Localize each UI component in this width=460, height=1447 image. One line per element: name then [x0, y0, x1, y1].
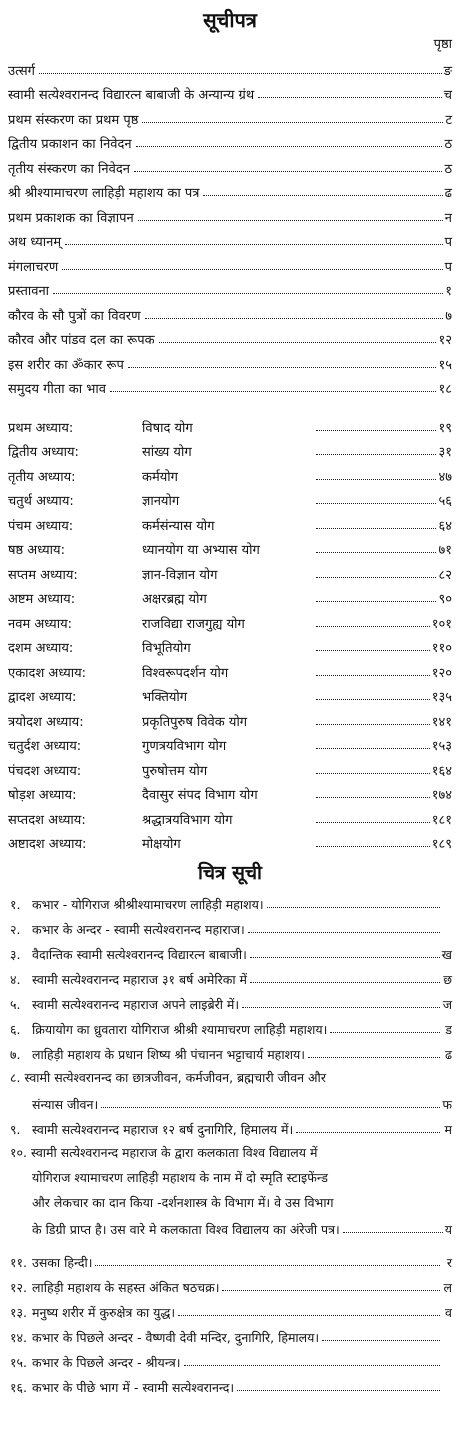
toc-row [0, 54, 460, 79]
leader-dots [248, 932, 440, 933]
leader-dots [203, 195, 442, 196]
toc-row [0, 201, 460, 226]
toc-row [0, 103, 460, 128]
picture-page: ख [441, 947, 452, 962]
toc-row [0, 275, 460, 300]
chapter-name: कर्मसंन्यास योग [142, 518, 215, 534]
chapter-row [0, 485, 460, 510]
chapter-row [0, 730, 460, 755]
toc-label: कौरव के सौ पुत्रों का विवरण [8, 308, 141, 324]
chapter-label: अष्टादश अध्याय: [8, 837, 87, 852]
toc-page: ठ [444, 137, 452, 152]
leader-dots [184, 1365, 441, 1366]
picture-text: उसका हिन्दी। [32, 1255, 93, 1270]
picture-number: १४. [10, 1330, 27, 1345]
picture-text: स्वामी सत्येश्वरानन्द महाराज अपने लाइब्रेरी में। [32, 997, 240, 1012]
picture-item-8 [0, 1063, 460, 1113]
toc-label: श्री श्रीश्यामाचरण लाहिड़ी महाशय का पत्र [8, 186, 200, 201]
chapter-list [0, 411, 460, 852]
picture-page: ल [443, 1280, 452, 1295]
chapter-page: ४७ [438, 469, 452, 485]
leader-dots [237, 1390, 440, 1391]
picture-number: ६. [10, 1022, 21, 1037]
toc-row [0, 373, 460, 398]
toc-page: ङ [443, 63, 452, 79]
section-gap [0, 397, 460, 411]
toc-page: ढ [444, 186, 452, 201]
chapter-page: ६४ [438, 518, 452, 534]
leader-dots [316, 552, 436, 553]
picture-number: १६. [10, 1380, 27, 1395]
chapter-name: विषाद योग [142, 420, 193, 436]
chapter-name: अक्षरब्रह्म योग [142, 592, 207, 607]
toc-label: प्रथम संस्करण का प्रथम पृष्ठ [8, 112, 139, 128]
picture-number: ११. [10, 1255, 27, 1270]
leader-dots [316, 650, 430, 651]
picture-page: म [444, 1122, 452, 1137]
chapter-page: १०१ [431, 616, 452, 632]
chapter-row [0, 411, 460, 436]
picture-number: २. [10, 922, 21, 937]
leader-dots [65, 244, 442, 245]
picture-item-10 [0, 1138, 460, 1238]
picture-text: मनुष्य शरीर में कुरुक्षेत्र का युद्ध। [32, 1305, 176, 1320]
leader-dots [267, 907, 440, 908]
leader-dots [101, 1107, 440, 1108]
picture-list-rest [0, 1246, 460, 1396]
picture-row [0, 1371, 460, 1396]
leader-dots [145, 318, 444, 319]
chapter-page: ५६ [438, 494, 452, 509]
leader-dots [62, 269, 442, 270]
picture-number: ९. [10, 1122, 21, 1137]
toc-page: न [444, 210, 452, 226]
leader-dots [316, 503, 436, 504]
chapter-row [0, 607, 460, 632]
toc-row [0, 79, 460, 104]
picture-item-10-line4 [10, 1213, 452, 1238]
leader-dots [330, 1032, 440, 1033]
toc-page: १८ [438, 382, 452, 397]
picture-page: य [444, 1222, 452, 1237]
toc-label: प्रस्तावना [8, 284, 50, 299]
picture-number: १०. [10, 1145, 27, 1160]
page-column-header: पृष्ठा [433, 37, 452, 52]
picture-page: ड [445, 1022, 452, 1037]
leader-dots [316, 601, 436, 602]
toc-label: अथ ध्यानम् [8, 235, 62, 250]
leader-dots [316, 724, 430, 725]
leader-dots [242, 1007, 440, 1008]
picture-row [0, 1246, 460, 1271]
picture-number: ७. [10, 1047, 21, 1062]
picture-number: ३. [10, 947, 21, 962]
leader-dots [142, 122, 443, 123]
chapter-row [0, 632, 460, 657]
chapter-label: द्वितीय अध्याय: [8, 445, 79, 460]
chapter-page: १५३ [431, 739, 452, 754]
picture-item-10-line1 [10, 1138, 452, 1163]
chapter-row [0, 681, 460, 706]
toc-title: सूचीपत्र [203, 8, 257, 32]
leader-dots [250, 957, 440, 958]
chapter-name: पुरुषोत्तम योग [142, 763, 208, 779]
chapter-label: प्रथम अध्याय: [8, 420, 74, 436]
picture-text: कभार के अन्दर - स्वामी सत्येश्वरानन्द महाराज। [32, 922, 245, 937]
leader-dots [258, 97, 442, 98]
leader-dots [128, 367, 437, 368]
picture-page: फ [442, 1097, 452, 1112]
leader-dots [138, 220, 443, 221]
chapter-page: ७१ [438, 543, 452, 558]
front-matter-list [0, 54, 460, 397]
toc-label: मंगलाचरण [8, 259, 59, 275]
picture-row [0, 963, 460, 988]
chapter-name: गुणत्रयविभाग योग [142, 739, 227, 754]
chapter-name: ज्ञानयोग [142, 494, 180, 509]
chapter-name: दैवासुर संपद विभाग योग [142, 788, 258, 803]
picture-number: १५. [10, 1355, 27, 1370]
chapter-label: षोड़श अध्याय: [8, 788, 77, 803]
picture-number: ८. [10, 1070, 21, 1085]
picture-number: १३. [10, 1305, 27, 1320]
chapter-label: सप्तम अध्याय: [8, 567, 78, 583]
picture-page: छ [443, 972, 452, 987]
leader-dots [53, 293, 443, 294]
picture-row [0, 1013, 460, 1038]
chapter-name: ज्ञान-विज्ञान योग [142, 567, 218, 583]
leader-dots [316, 797, 430, 798]
picture-item-10-line2: योगिराज श्यामाचरण लाहिड़ी महाशय के नाम में दो स्मृति स्टाइफेंन्ड [32, 1170, 328, 1185]
chapter-row [0, 828, 460, 853]
leader-dots [316, 822, 430, 823]
chapter-row [0, 754, 460, 779]
picture-number: १. [10, 897, 21, 912]
picture-item-8-line2 [10, 1088, 452, 1113]
picture-text: के डिग्री प्राप्त है। उस वारे मे कलकाता विश्व विद्यालय का अंरेजी पत्र। [32, 1222, 340, 1237]
toc-label: कौरव और पांडव दल का रूपक [8, 333, 155, 348]
picture-text: वैदान्तिक स्वामी सत्येश्वरानन्द विद्यारत्न बाबाजी। [32, 947, 247, 962]
leader-dots [134, 171, 442, 172]
toc-label: तृतीय संस्करण का निवेदन [8, 161, 130, 177]
toc-page: च [443, 88, 452, 103]
toc-page: ७ [445, 308, 452, 324]
chapter-name: श्रद्धात्रयविभाग योग [142, 812, 233, 828]
chapter-row [0, 803, 460, 828]
leader-dots [316, 577, 436, 578]
toc-label: प्रथम प्रकाशक का विज्ञापन [8, 210, 134, 226]
picture-text: लाहिड़ी महाशय के सहस्त अंकित षठचक्र। [32, 1280, 220, 1295]
toc-page: १२ [438, 333, 452, 348]
leader-dots [159, 342, 437, 343]
chapter-page: १८१ [431, 812, 452, 828]
chapter-name: विभूतियोग [142, 641, 191, 656]
leader-dots [316, 626, 430, 627]
chapter-name: मोक्षयोग [142, 837, 181, 852]
picture-row [0, 913, 460, 938]
chapter-page: १४१ [431, 714, 452, 730]
picture-row [0, 988, 460, 1013]
picture-text: स्वामी सत्येश्वरानन्द महाराज १२ बर्ष दुनागिरि, हिमालय में। [32, 1122, 294, 1137]
chapter-row [0, 436, 460, 461]
toc-label: द्वितीय प्रकाशन का निवेदन [8, 137, 132, 152]
chapter-label: त्रयोदश अध्याय: [8, 714, 84, 730]
picture-page: ज [442, 997, 452, 1012]
picture-text: स्वामी सत्येश्वरानन्द महाराज ३१ बर्ष अमेरिका में [32, 972, 248, 987]
toc-page: १५ [438, 357, 452, 373]
picture-number: ५. [10, 997, 21, 1012]
picture-text: स्वामी सत्येश्वरानन्द का छात्रजीवन, कर्मजीवन, ब्रह्मचारी जीवन और [24, 1070, 326, 1085]
toc-label: इस शरीर का ॐकार रूप [8, 357, 124, 373]
chapter-row [0, 779, 460, 804]
toc-row [0, 128, 460, 153]
picture-page: ढ [444, 1047, 452, 1062]
picture-number: ४. [10, 972, 21, 987]
picture-row [0, 1296, 460, 1321]
picture-text: लाहिड़ी महाशय के प्रधान शिष्य श्री पंचानन भट्टाचार्य महाशय। [32, 1047, 306, 1062]
chapter-label: एकादश अध्याय: [8, 665, 87, 681]
chapter-name: सांख्य योग [142, 445, 192, 460]
toc-row [0, 152, 460, 177]
chapter-row [0, 705, 460, 730]
chapter-row [0, 583, 460, 608]
chapter-row [0, 509, 460, 534]
toc-row [0, 299, 460, 324]
chapter-page: ११० [431, 641, 452, 656]
leader-dots [316, 748, 430, 749]
leader-dots [296, 1132, 440, 1133]
leader-dots [222, 1290, 440, 1291]
picture-text: कभार के पीछे भाग में - स्वामी सत्येश्वरानन्द। [32, 1380, 235, 1395]
chapter-name: प्रकृतिपुरुष विवेक योग [142, 714, 248, 730]
toc-label: समुदय गीता का भाव [8, 382, 106, 397]
leader-dots [316, 773, 430, 774]
chapter-row [0, 558, 460, 583]
picture-row [0, 888, 460, 913]
chapter-label: द्वादश अध्याय: [8, 690, 77, 705]
picture-row [0, 1321, 460, 1346]
chapter-page: १८९ [431, 837, 452, 852]
chapter-label: नवम अध्याय: [8, 616, 72, 632]
leader-dots [322, 1340, 440, 1341]
chapter-row [0, 460, 460, 485]
toc-page: ट [445, 112, 452, 128]
picture-number: १२. [10, 1280, 27, 1295]
picture-page: र [446, 1255, 452, 1270]
leader-dots [316, 699, 430, 700]
picture-row [0, 1038, 460, 1063]
picture-page: व [445, 1305, 452, 1320]
leader-dots [95, 1265, 440, 1266]
leader-dots [316, 430, 436, 431]
picture-item-9 [0, 1113, 460, 1138]
leader-dots [316, 846, 430, 847]
chapter-label: अष्टम अध्याय: [8, 592, 76, 607]
picture-text: कभार के पिछले अन्दर - श्रीयन्त्र। [32, 1355, 181, 1370]
picture-text: कभार के पिछले अन्दर - वैष्णवी देवी मन्दिर, दुनागिरि, हिमालय। [32, 1330, 320, 1345]
chapter-page: १६४ [431, 763, 452, 779]
picture-text: क्रियायोग का ध्रुवतारा योगिराज श्रीश्री श्यामाचरण लाहिड़ी महाशय। [32, 1022, 328, 1037]
picture-text: कभार - योगिराज श्रीश्रीश्यामाचरण लाहिड़ी महाशय। [32, 897, 264, 912]
chapter-label: तृतीय अध्याय: [8, 469, 76, 485]
toc-label: स्वामी सत्येश्वरानन्द विद्यारत्न बाबाजी के अन्यान्य ग्रंथ [8, 88, 255, 103]
leader-dots [308, 1057, 440, 1058]
leader-dots [316, 454, 436, 455]
leader-dots [136, 146, 443, 147]
chapter-page: १९ [438, 420, 452, 436]
leader-dots [39, 73, 442, 74]
toc-row [0, 348, 460, 373]
toc-row [0, 177, 460, 202]
chapter-name: कर्मयोग [142, 469, 178, 485]
picture-list [0, 888, 460, 1063]
picture-item-10-line3: और लेकचार का दान किया -दर्शनशास्त्र के विभाग में। वे उस विभाग [32, 1195, 334, 1210]
leader-dots [316, 675, 430, 676]
leader-dots [343, 1232, 443, 1233]
toc-page: ठ [444, 161, 452, 177]
chapter-page: १२० [431, 665, 452, 681]
chapter-page: १७४ [431, 788, 452, 803]
leader-dots [178, 1315, 440, 1316]
chapter-name: भक्तियोग [142, 690, 188, 705]
chapter-label: चतुर्दश अध्याय: [8, 739, 82, 754]
picture-row [0, 938, 460, 963]
toc-page: १ [445, 284, 452, 299]
chapter-label: सप्तदश अध्याय: [8, 812, 86, 828]
toc-row [0, 250, 460, 275]
chapter-row [0, 534, 460, 559]
chapter-name: राजविद्या राजगुह्य योग [142, 616, 245, 632]
chapter-name: विश्वरूपदर्शन योग [142, 665, 229, 681]
picture-row [0, 1271, 460, 1296]
leader-dots [110, 391, 437, 392]
toc-row [0, 324, 460, 349]
section-gap [0, 1238, 460, 1246]
chapter-label: पंचदश अध्याय: [8, 763, 82, 779]
chapter-row [0, 656, 460, 681]
leader-dots [316, 528, 436, 529]
leader-dots [250, 982, 440, 983]
chapter-label: दशम अध्याय: [8, 641, 74, 656]
toc-row [0, 226, 460, 251]
chapter-name: ध्यानयोग या अभ्यास योग [142, 543, 260, 558]
leader-dots [316, 479, 436, 480]
chapter-page: ९० [438, 592, 452, 607]
toc-page: प [444, 235, 452, 250]
chapter-label: षष्ठ अध्याय: [8, 543, 65, 558]
pictures-title: चित्र सूची [198, 862, 262, 884]
toc-label: उत्सर्ग [8, 63, 35, 79]
picture-text: स्वामी सत्येश्वरानन्द महाराज के द्वारा कलकाता विश्व विद्यालय में [30, 1145, 318, 1160]
chapter-page: ८२ [438, 567, 452, 583]
toc-page: प [444, 259, 452, 275]
chapter-page: १३५ [431, 690, 452, 705]
chapter-label: चतुर्थ अध्याय: [8, 494, 74, 509]
chapter-label: पंचम अध्याय: [8, 518, 74, 534]
chapter-page: ३१ [438, 445, 452, 460]
picture-text: संन्यास जीवन। [32, 1097, 99, 1112]
picture-item-8-line1 [10, 1063, 452, 1088]
picture-row [0, 1346, 460, 1371]
